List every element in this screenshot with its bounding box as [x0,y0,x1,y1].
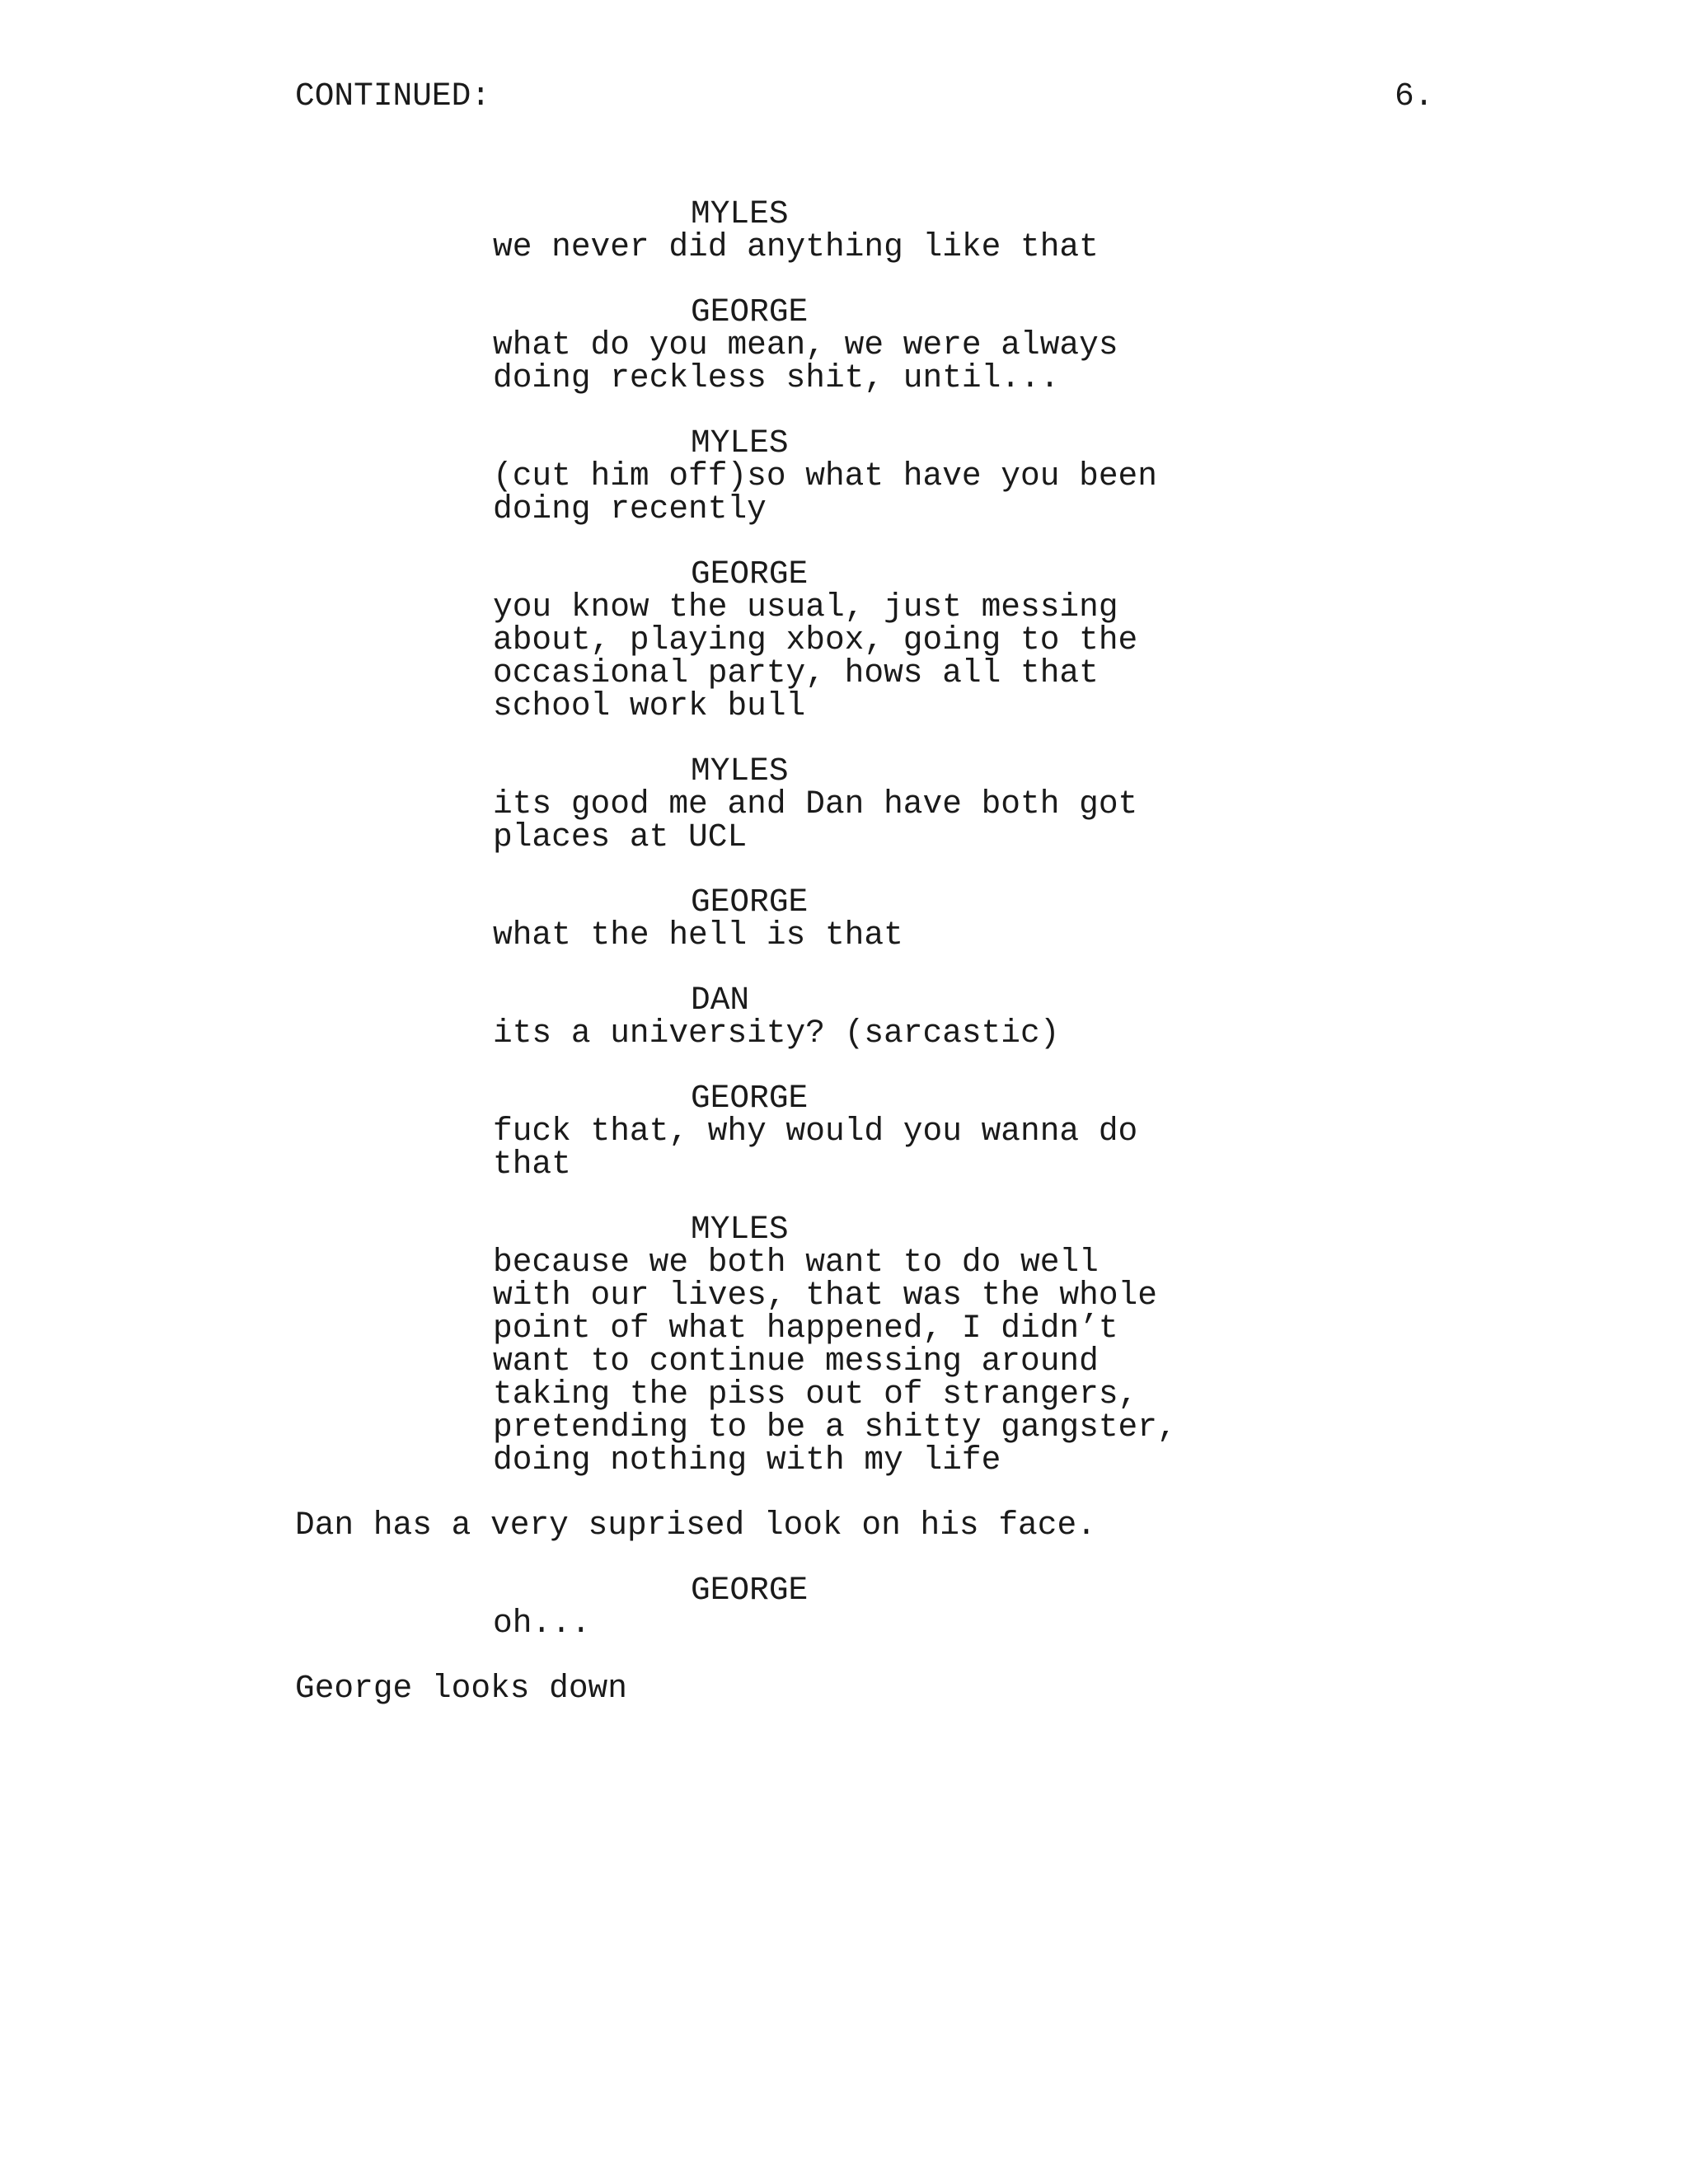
dialogue-line: because we both want to do well [493,1244,1099,1281]
action-line: George looks down [295,1670,627,1707]
character-name: GEORGE [691,555,809,593]
dialogue-line: fuck that, why would you wanna do [493,1113,1138,1150]
dialogue-line: with our lives, that was the whole [493,1277,1157,1314]
action-line: Dan has a very suprised look on his face. [295,1507,1096,1544]
dialogue-line: what the hell is that [493,916,903,954]
dialogue-line: places at UCL [493,818,748,855]
dialogue-line: what do you mean, we were always [493,326,1118,363]
dialogue-line: taking the piss out of strangers, [493,1376,1138,1413]
dialogue-line: doing reckless shit, until... [493,359,1060,396]
dialogue-line: its good me and Dan have both got [493,785,1138,823]
dialogue-line: doing recently [493,490,767,527]
character-name: GEORGE [691,883,809,921]
dialogue-line: its a university? (sarcastic) [493,1015,1060,1052]
dialogue-line: doing nothing with my life [493,1441,1001,1479]
dialogue-line: point of what happened, I didn’t [493,1310,1118,1347]
dialogue-line: we never did anything like that [493,228,1099,265]
character-name: MYLES [691,752,789,790]
dialogue-line: about, playing xbox, going to the [493,621,1138,658]
dialogue-line: occasional party, hows all that [493,654,1099,691]
dialogue-line: (cut him off)so what have you been [493,457,1157,494]
character-name: MYLES [691,424,789,462]
character-name: GEORGE [691,1080,809,1117]
dialogue-line: school work bull [493,687,806,724]
character-name: GEORGE [691,1572,809,1609]
character-name: DAN [691,982,750,1019]
dialogue-line: want to continue messing around [493,1343,1099,1380]
dialogue-line: oh... [493,1605,591,1642]
character-name: MYLES [691,195,789,232]
dialogue-line: pretending to be a shitty gangster, [493,1408,1177,1446]
dialogue-line: you know the usual, just messing [493,588,1118,626]
dialogue-line: that [493,1146,571,1183]
character-name: MYLES [691,1211,789,1248]
character-name: GEORGE [691,293,809,330]
continued-label: CONTINUED: [295,77,491,115]
page-number: 6. [1395,77,1434,115]
